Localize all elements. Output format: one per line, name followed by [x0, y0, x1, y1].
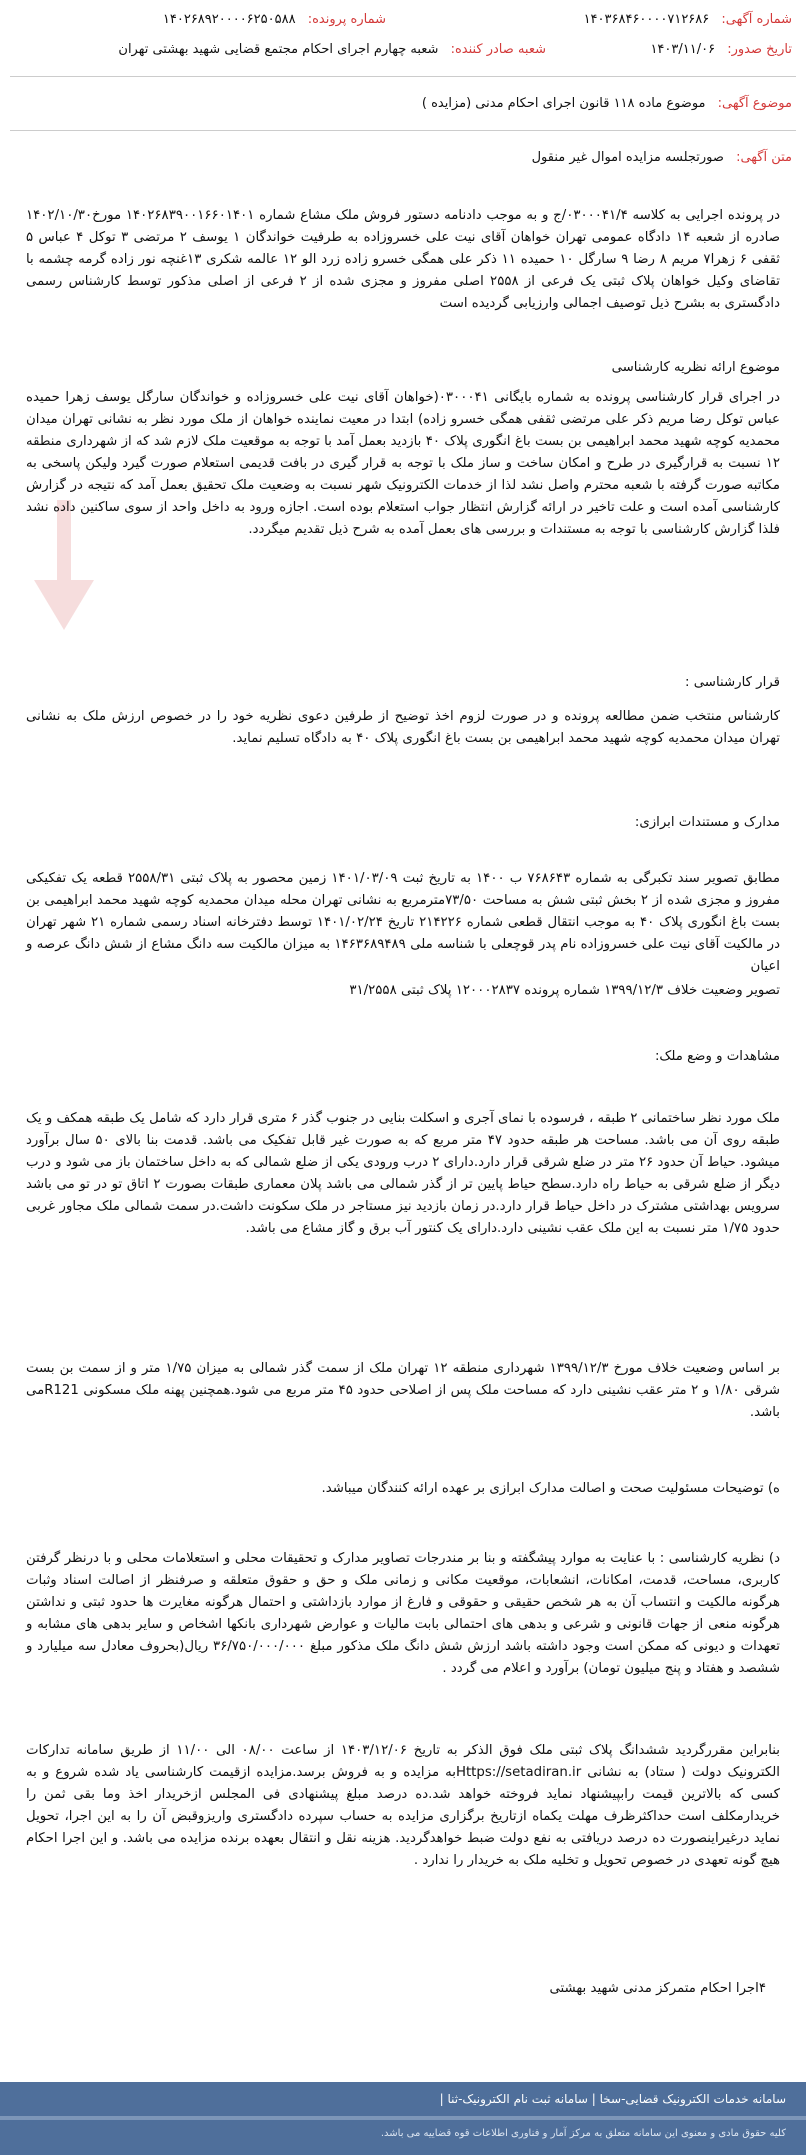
footer-links[interactable]: سامانه خدمات الکترونیک قضایی-سخا | سامانه ثبت نام الکترونیک-ثنا |	[439, 2092, 786, 2106]
footer-band	[0, 2116, 806, 2120]
subject-divider	[10, 130, 796, 131]
heading-expert-order: قرار کارشناسی :	[685, 675, 780, 690]
case-number-row	[163, 12, 386, 27]
paragraph-notes: ه) توضیحات مسئولیت صحت و اصالت مدارک ابرازی بر عهده ارائه کنندگان میباشد.	[321, 1481, 780, 1496]
heading-documents: مدارک و مستندات ابرازی:	[634, 815, 780, 830]
body-title-value: صورتجلسه مزایده اموال غیر منقول	[531, 150, 724, 165]
paragraph-expert-order: کارشناس منتخب ضمن مطالعه پرونده و در صورت لزوم اخذ توضیح از طرفین دعوی نظریه خود را در خصوص ارزش ملک به نشانی تهران میدان محمدیه کوچه شهید محمد ابراهیمی بن بست باغ انگوری پلاک ۴۰ به دادگاه تسلیم نماید.	[26, 709, 780, 746]
issue-date: ۱۴۰۳/۱۱/۰۶	[650, 42, 716, 57]
paragraph-expert-opinion: در اجرای قرار کارشناسی پرونده به شماره بایگانی ۰۳۰۰۰۴۱(خواهان آقای نیت علی خسروزاده و خواندگان سارگل یوسف زهرا حمیده عباس توکل رضا مریم ذکر علی مرتضی ثقفی همگی خسرو زاده) ابتدا در معیت نماینده خواهان از ملک مورد نظر به نشانی تهران میدان محمدیه کوچه شهید محمد ابراهیمی بن بست باغ انگوری پلاک ۴۰ بازدید بعمل آمد با توجه به موقعیت ملک لازم شد که از شهرداری منطقه ۱۲ نسبت به قرارگیری در طرح و امکان ساخت و ساز ملک با توجه به قرار گیری در بافت قدیمی استعلام صورت گیرد ولیکن پاسخی به مکاتبه صورت گرفته با شعبه محترم واصل نشد لذا از خدمات الکترونیک شهر نسبت به وضعیت ملک تحقیق بعمل آمد که نتیجه در گزارش کارشناسی آمده است و علت تاخیر در ارائه گزارش انتظار جواب استعلام بوده است. اجازه ورود به داخل واحد از سوی ساکنین داده نشد فلذا گزارش کارشناسی با توجه به مستندات و بررسی های بعمل آمده به شرح ذیل تقدیم میگردد.	[26, 390, 780, 537]
signature: ۴اجرا احکام متمرکز مدنی شهید بهشتی	[549, 1981, 766, 1996]
subject-label: موضوع آگهی:	[717, 96, 792, 111]
case-number: ۱۴۰۲۶۸۹۲۰۰۰۰۶۲۵۰۵۸۸	[162, 12, 296, 27]
paragraph-observations: ملک مورد نظر ساختمانی ۲ طبقه ، فرسوده با نمای آجری و اسکلت بنایی در جنوب گذر ۶ متری قرار دارد که شامل یک طبقه همکف و یک طبقه روی آن می باشد. مساحت هر طبقه حدود ۴۷ متر مربع که به صورت غیر قابل تفکیک می باشد. قدمت بنا بالای ۵۰ سال برآورد میشود. حیاط آن حدود ۲۶ متر در ضلع شرقی قرار دارد.دارای ۲ درب ورودی یکی از ضلع شمالی که به داخل ساختمان باز می شود و درب دیگر از ضلع شرقی به حیاط راه دارد.سطح حیاط پایین تر از گذر شمالی می باشد پلان معماری طبقات بصورت ۲ اتاق تو در تو می باشد سرویس بهداشتی مشترک در داخل حیاط قرار دارد.در زمان بازدید نیز مستاجر در ملک سکونت داشت.در سمت شمالی ملک مجاور غربی حدود ۱/۷۵ متر نسبت به این ملک عقب نشینی دارد.دارای یک کنتور آب برق و گاز مشاع می باشد.	[26, 1111, 781, 1236]
case-number-label: شماره پرونده:	[307, 12, 386, 27]
paragraph-case-intro: در پرونده اجرایی به کلاسه ۰۳۰۰۰۴۱/۴/ج و به موجب دادنامه دستور فروش ملک مشاع شماره ۱۴۰۲۶۸۳۹۰۰۱۶۶۰۱۴۰۱ مورخ۱۴۰۲/۱۰/۳۰ صادره از شعبه ۱۴ دادگاه عمومی تهران خواهان آقای نیت علی خسروزاده به طرفیت خواندگان ۱ یوسف ۲ مرتضی ۳ توکل ۴ عباس ۵ ثقفی ۶ زهرا۷ مریم ۸ رضا ۹ سارگل ۱۰ حمیده ۱۱ ذکر علی همگی خسرو زاده زرد الو ۱۲ عالمه شکری ۱۳غنچه نور زاده گرمه چشمه با تقاضای وکیل خواهان پلاک ثبتی یک فرعی از ۲۵۵۸ اصلی مفروز و مجزی شده از ۲ فرعی از اصلی مذکور توسط کارشناس رسمی دادگستری به بشرح ذیل توصیف اجمالی وارزیابی گردیده است	[26, 208, 780, 311]
issuing-branch-row	[118, 42, 546, 57]
paragraph-violation-status: تصویر وضعیت خلاف ۱۳۹۹/۱۲/۳ شماره پرونده ۱۲۰۰۰۲۸۳۷ پلاک ثبتی ۳۱/۲۵۵۸	[349, 983, 780, 998]
paragraph-auction-terms: بنابراین مقررگردید ششدانگ پلاک ثبتی ملک فوق الذکر به تاریخ ۱۴۰۳/۱۲/۰۶ از ساعت ۰۸/۰۰ الی ۱۱/۰۰ از طریق سامانه تدارکات الکترونیک دولت ( ستاد) به نشانی Https://setadiran.irبه مزایده و به فروش برسد.مزایده ازقیمت کارشناسی یاد شده شروع و به کسی که بالاترین قیمت رابپیشنهاد نماید فروخته خواهد شد.ده درصد مبلغ پیشنهادی فی المجلس ازخریدار اخذ وما بقی ثمن را خریدارمکلف است حداکثرظرف مهلت یکماه ازتاریخ برگزاری مزایده به حساب سپرده دادگستری واریزوقبض آن را به این اجرا، تحویل نماید درغیراینصورت ده درصد دریافتی به نفع دولت ضبط خواهدگردید. هزینه نقل و انتقال بعهده برنده مزایده می باشد. و این اجرا احکام هیچ گونه تعهدی در خصوص تحویل و تخلیه ملک به خریدار را ندارد .	[26, 1743, 780, 1868]
body-title-row	[532, 150, 792, 165]
site-footer	[0, 2082, 806, 2155]
footer-copyright: کلیه حقوق مادی و معنوی این سامانه متعلق به مرکز آمار و فناوری اطلاعات قوه قضاییه می باشد.	[380, 2128, 786, 2139]
paragraph-setback: بر اساس وضعیت خلاف مورخ ۱۳۹۹/۱۲/۳ شهرداری منطقه ۱۲ تهران ملک از سمت گذر شمالی به میزان ۱/۷۵ متر و از سمت بن بست شرقی ۱/۸۰ و ۲ متر عقب نشینی دارد که مساحت ملک پس از اصلاحی حدود ۴۵ متر مربع می شود.همچنین پهنه ملک مسکونی R121می باشد.	[26, 1361, 780, 1420]
heading-expert-opinion: موضوع ارائه نظریه کارشناسی	[611, 360, 780, 375]
subject-row	[422, 96, 792, 111]
subject-value: موضوع ماده ۱۱۸ قانون اجرای احکام مدنی (مزایده )	[421, 96, 706, 111]
ad-number-row	[584, 12, 792, 27]
issue-date-label: تاریخ صدور:	[727, 42, 792, 57]
paragraph-valuation: د) نظریه کارشناسی : با عنایت به موارد پیشگفته و بنا بر مندرجات تصاویر مدارک و تحقیقات محلی و استعلامات محلی و با درنظر گرفتن کاربری، مساحت، قدمت، امکانات، انشعابات، موقعیت مکانی و زمانی ملک و حق و حقوق متعلقه و صرفنظر از اصالت اسناد وثبات هرگونه مالکیت و انتساب آن به هر شخص حقیقی و حقوقی و فارغ از موارد بازداشتی و احتمال هرگونه مغایرت ها حدود ثبتی و نداشتن هرگونه منعی از جهات قانونی و شرعی و بدهی های احتمالی بابت مالیات و عوارض شهرداری بانکها اشخاص و سایر بدهی های مشابه و تعهدات و دیونی که ممکن است وجود داشته باشد ارزش شش دانگ ملک مذکور مبلغ ۳۶/۷۵۰/۰۰۰/۰۰۰ ریال(بحروف معادل سه میلیارد و ششصد و هفتاد و پنج میلیون تومان) برآورد و اعلام می گردد .	[26, 1551, 781, 1676]
issuing-branch-label: شعبه صادر کننده:	[450, 42, 546, 57]
paragraph-documents: مطابق تصویر سند تکبرگی به شماره ۷۶۸۶۴۳ ب ۱۴۰۰ به تاریخ ثبت ۱۴۰۱/۰۳/۰۹ زمین محصور به پلاک ثبتی ۲۵۵۸/۳۱ قطعه یک تفکیکی مفروز و مجزی شده از ۲ بخش ثبتی شش به مساحت ۷۳/۵۰مترمربع به نشانی تهران محله میدان محمدیه کوچه شهید محمد ابراهیمی بن بست باغ انگوری پلاک ۴۰ به موجب انتقال قطعی شماره ۲۱۴۲۲۶ تاریخ ۱۴۰۱/۰۲/۲۴ توسط دفترخانه اسناد رسمی شماره ۲۱ شهر تهران در مالکیت آقای نیت علی خسروزاده نام پدر قوچعلی با شناسه ملی ۱۴۶۳۶۸۹۴۸۹ به میزان مالکیت سه دانگ مشاع از شش دانگ عرصه و اعیان	[26, 871, 780, 974]
issue-date-row	[650, 42, 792, 57]
body-title-label: متن آگهی:	[736, 150, 792, 165]
issuing-branch: شعبه چهارم اجرای احکام مجتمع قضایی شهید بهشتی تهران	[118, 42, 439, 57]
header-divider	[10, 76, 796, 77]
ad-number: ۱۴۰۳۶۸۴۶۰۰۰۰۷۱۲۶۸۶	[583, 12, 710, 27]
ad-number-label: شماره آگهی:	[721, 12, 792, 27]
heading-observations: مشاهدات و وضع ملک:	[654, 1049, 780, 1064]
